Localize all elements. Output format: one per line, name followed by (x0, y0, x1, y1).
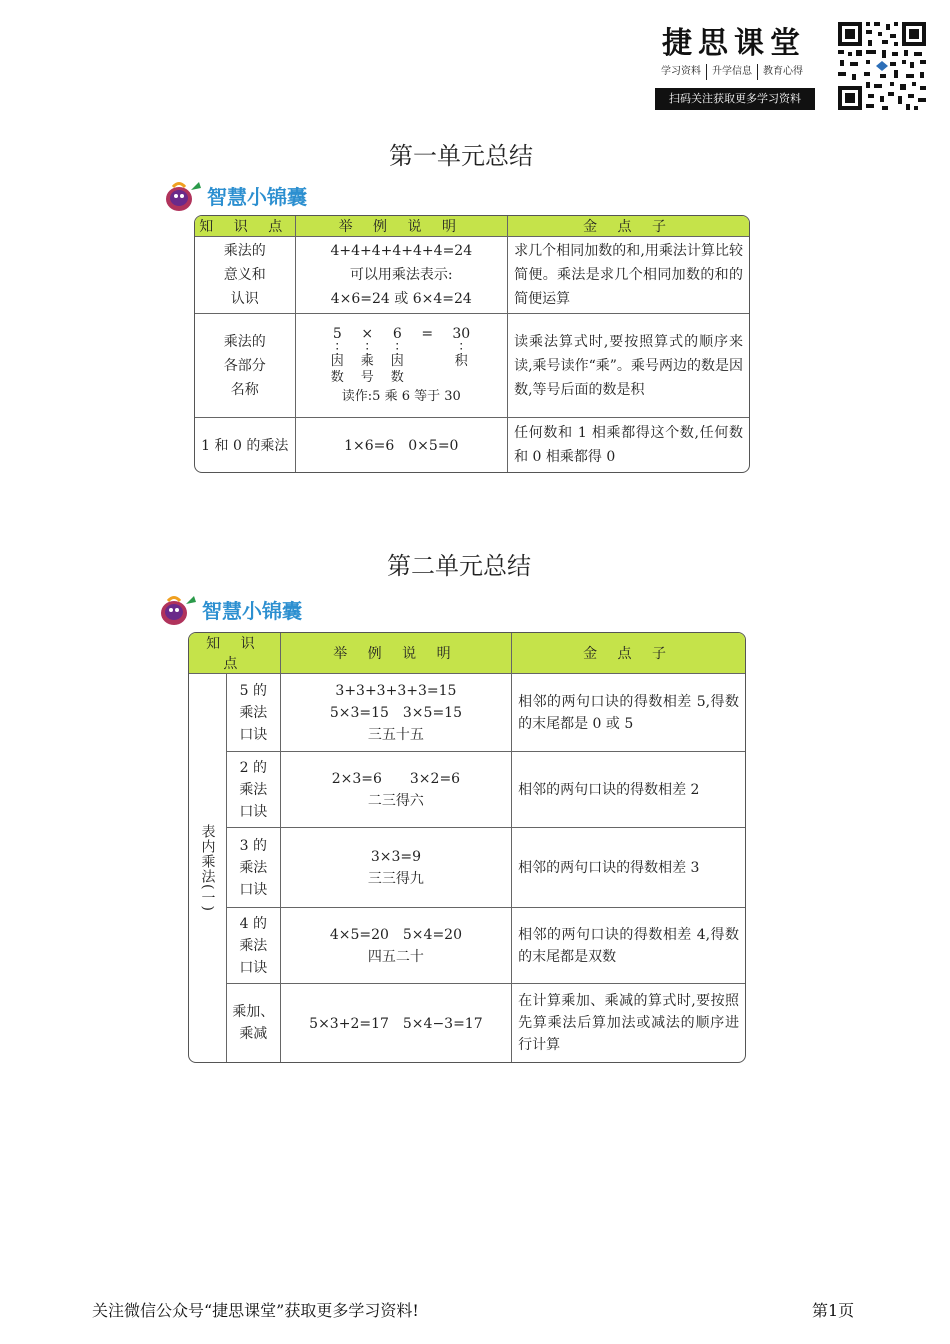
topic-line: 4 的 (239, 915, 267, 932)
tip-cell: 相邻的两句口诀的得数相差 4,得数的末尾都是双数 (512, 908, 745, 984)
unit1-table (194, 215, 750, 473)
example-line: 3×3=9 (370, 848, 421, 865)
unit1-badge (163, 178, 307, 212)
topic-line: 口诀 (239, 881, 268, 898)
read-as: 读作:5 乘 6 等于 30 (341, 388, 461, 404)
topic-line: 口诀 (239, 959, 268, 976)
pouch-icon (158, 592, 198, 626)
eq-part: 5 (332, 325, 342, 342)
example-line: 4+4+4+4+4+4=24 (330, 243, 473, 259)
topic-line: 乘法 (239, 937, 268, 954)
link-admission-info[interactable]: 升学信息 (707, 64, 758, 80)
qr-code-icon (836, 20, 928, 112)
tip-cell: 读乘法算式时,要按照算式的顺序来读,乘号读作“乘”。乘号两边的数是因数,等号后面的数是积 (508, 314, 749, 418)
pouch-icon (163, 178, 203, 212)
unit1-title: 第一单元总结 (389, 142, 533, 170)
brand-links (656, 64, 818, 80)
table-row (195, 314, 749, 418)
eq-part: 30 (452, 325, 471, 342)
table-row (189, 752, 745, 828)
topic-line: 5 的 (239, 682, 267, 699)
example-cell (281, 908, 512, 984)
topic-line: 乘减 (239, 1026, 268, 1042)
topic-line: 各部分 (223, 357, 266, 374)
topic-line: 乘法 (239, 781, 268, 798)
scan-banner: 扫码关注获取更多学习资料 (655, 88, 815, 110)
example-cell: 5×3+2=17 5×4−3=17 (281, 984, 512, 1062)
example-cell (281, 674, 512, 752)
labels-row (296, 354, 508, 386)
example-line: 3+3+3+3+3=15 (335, 682, 457, 699)
eq-part: × (361, 325, 374, 342)
unit2-badge (158, 592, 302, 626)
part-label: 乘号 (360, 353, 374, 385)
table-row (189, 984, 745, 1062)
topic-cell (195, 237, 296, 314)
topic-line: 口诀 (239, 803, 268, 820)
topic-line: 意义和 (223, 267, 266, 283)
table-row (189, 908, 745, 984)
example-cell (296, 237, 509, 314)
header-knowledge: 知 识 点 (189, 633, 281, 674)
tip-cell: 在计算乘加、乘减的算式时,要按照先算乘法后算加法或减法的顺序进行计算 (518, 993, 739, 1053)
table-row (189, 674, 745, 752)
brand-title: 捷思课堂 (662, 26, 806, 61)
example-line: 4×5=20 5×4=20 (329, 926, 462, 943)
example-line: 4×6=24 或 6×4=24 (330, 291, 472, 307)
topic-line: 名称 (230, 381, 259, 398)
topic-line: 口诀 (239, 726, 268, 743)
example-line: 三三得九 (367, 870, 424, 887)
unit1-header-row (195, 216, 749, 237)
tip-cell: 相邻的两句口诀的得数相差 3 (512, 828, 745, 908)
topic-line: 乘法的 (223, 243, 266, 259)
topic-cell (227, 984, 281, 1062)
topic-line: 乘法的 (223, 333, 266, 350)
eq-part: 6 (392, 325, 402, 342)
unit2-table (188, 632, 746, 1063)
unit1-badge-label: 智慧小锦囊 (207, 184, 307, 209)
example-cell (281, 752, 512, 828)
example-cell (281, 828, 512, 908)
example-cell (296, 314, 509, 418)
header-tips: 金 点 子 (512, 633, 745, 674)
topic-cell: 1 和 0 的乘法 (195, 418, 296, 472)
group-label: 表内乘法(一) (199, 824, 216, 912)
table-row (195, 237, 749, 314)
topic-cell (227, 828, 281, 908)
header-tips: 金 点 子 (508, 216, 749, 237)
topic-line: 2 的 (239, 759, 267, 776)
tip-cell: 任何数和 1 相乘都得这个数,任何数和 0 相乘都得 0 (514, 425, 743, 465)
header-example: 举 例 说 明 (296, 216, 509, 237)
unit2-title: 第二单元总结 (387, 552, 531, 580)
link-study-materials[interactable]: 学习资料 (656, 64, 707, 80)
tip-cell: 相邻的两句口诀的得数相差 5,得数的末尾都是 0 或 5 (512, 674, 745, 752)
topic-cell (227, 908, 281, 984)
topic-line: 乘法 (239, 704, 268, 721)
tip-cell: 相邻的两句口诀的得数相差 2 (512, 752, 745, 828)
table-row (189, 828, 745, 908)
topic-line: 乘加、 (232, 1004, 275, 1020)
tip-cell: 求几个相同加数的和,用乘法计算比较简便。乘法是求几个相同加数的和的简便运算 (508, 237, 749, 314)
eq-part: = (421, 325, 434, 342)
topic-cell (227, 752, 281, 828)
group-cell (189, 674, 227, 1062)
part-label: 因数 (330, 353, 344, 385)
header-example: 举 例 说 明 (281, 633, 512, 674)
unit2-header-row (189, 633, 745, 674)
part-label: 积 (454, 353, 468, 369)
example-line: 三五十五 (367, 726, 424, 743)
table-row (195, 418, 749, 472)
unit2-badge-label: 智慧小锦囊 (202, 598, 302, 623)
topic-cell (227, 674, 281, 752)
example-line: 2×3=6 3×2=6 (331, 770, 461, 787)
example-line: 可以用乘法表示: (349, 267, 453, 283)
topic-line: 乘法 (239, 859, 268, 876)
topic-cell (195, 314, 296, 418)
example-line: 四五二十 (367, 948, 424, 965)
example-line: 5×3=15 3×5=15 (329, 704, 462, 721)
header-knowledge: 知 识 点 (195, 216, 296, 237)
link-education-insights[interactable]: 教育心得 (763, 66, 803, 77)
part-label: 因数 (390, 353, 404, 385)
example-cell: 1×6=6 0×5=0 (296, 418, 509, 472)
example-line: 二三得六 (367, 792, 424, 809)
topic-line: 认识 (230, 291, 259, 307)
page-number: 第1页 (812, 1301, 855, 1320)
dots-row: ⋮ ⋮ ⋮ ⋮ (330, 340, 469, 357)
footer-note: 关注微信公众号“捷思课堂”获取更多学习资料! (92, 1301, 419, 1320)
topic-line: 3 的 (239, 837, 267, 854)
